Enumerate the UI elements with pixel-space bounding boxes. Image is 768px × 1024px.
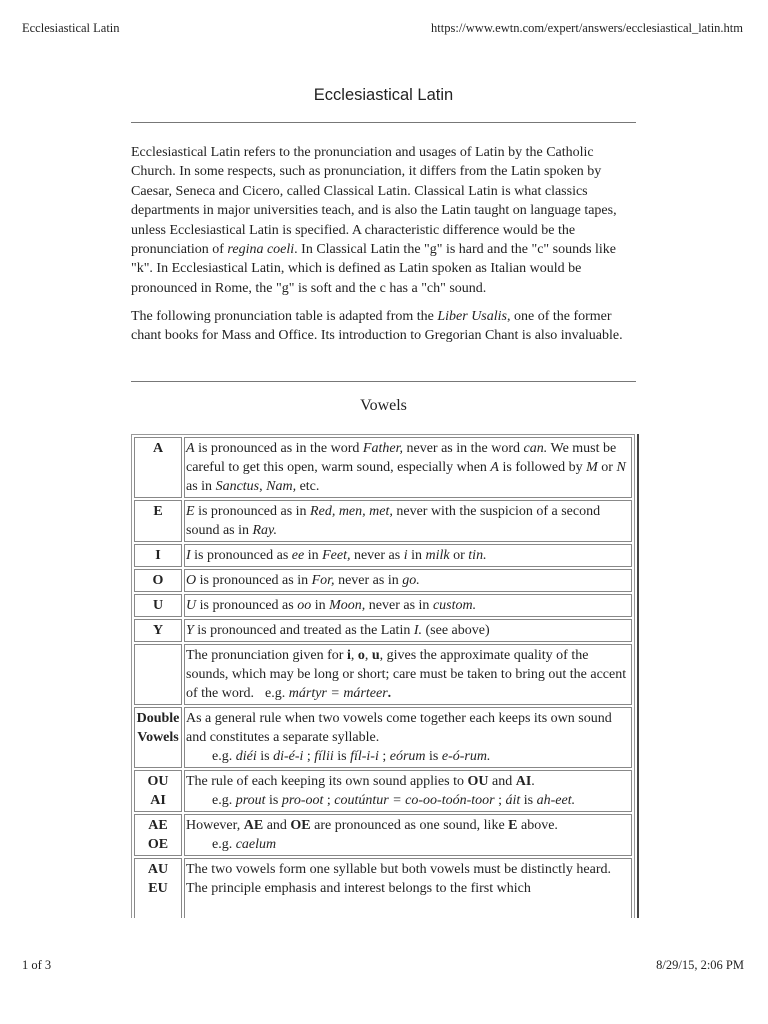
table-row <box>134 594 632 617</box>
vowel-key: AE OE <box>134 814 182 856</box>
print-footer-date: 8/29/15, 2:06 PM <box>656 958 744 972</box>
print-header-title: Ecclesiastical Latin <box>22 21 120 35</box>
vowel-key: I <box>134 544 182 567</box>
source-paragraph: The following pronunciation table is adapted from the Liber Usalis, one of the former chant books for Mass and Office. Its introduction to Gregorian Chant is also invaluable. <box>131 309 623 344</box>
divider <box>131 122 636 123</box>
vowel-description: I is pronounced as ee in Feet, never as i in milk or tin. <box>184 544 632 567</box>
vowels-table <box>131 434 635 918</box>
vowel-key: Double Vowels <box>134 707 182 768</box>
vowel-key <box>134 644 182 705</box>
print-header-url: https://www.ewtn.com/expert/answers/ecclesiastical_latin.htm <box>431 21 743 35</box>
vowel-description: O is pronounced as in For, never as in go. <box>184 569 632 592</box>
divider <box>131 381 636 382</box>
vowel-description: Y is pronounced and treated as the Latin I. (see above) <box>184 619 632 642</box>
section-title-vowels: Vowels <box>360 397 407 414</box>
table-row <box>134 619 632 642</box>
print-footer-page: 1 of 3 <box>22 958 52 972</box>
vowels-table-container <box>131 434 639 918</box>
vowel-description: U is pronounced as oo in Moon, never as in custom. <box>184 594 632 617</box>
vowel-description: The rule of each keeping its own sound applies to OU and AI. e.g. prout is pro-oot ; coutúntur = co-oo-toón-toor ; áit is ah-eet. <box>184 770 632 812</box>
vowel-key: U <box>134 594 182 617</box>
vowel-key: AU EU <box>134 858 182 918</box>
vowel-description: As a general rule when two vowels come together each keeps its own sound and constitutes a separate syllable. e.g. diéi is di-é-i ; fílii is fíl-i-i ; eórum is e-ó-rum. <box>184 707 632 768</box>
table-row <box>134 644 632 705</box>
vowel-key: E <box>134 500 182 542</box>
vowel-description: The two vowels form one syllable but both vowels must be distinctly heard. The principle emphasis and interest belongs to the first which <box>184 858 632 918</box>
table-row <box>134 437 632 498</box>
vowel-key: A <box>134 437 182 498</box>
table-row <box>134 770 632 812</box>
table-row <box>134 500 632 542</box>
vowel-key: Y <box>134 619 182 642</box>
table-row <box>134 814 632 856</box>
table-row <box>134 569 632 592</box>
vowel-description: The pronunciation given for i, o, u, gives the approximate quality of the sounds, which may be long or short; care must be taken to bring out the accent of the word. e.g. mártyr = márteer. <box>184 644 632 705</box>
page-title: Ecclesiastical Latin <box>313 86 454 104</box>
intro-paragraph: Ecclesiastical Latin refers to the pronunciation and usages of Latin by the Catholic Church. In some respects, such as pronunciation, it differs from the Latin spoken by Caesar, Seneca and Cicero, called Classical Latin. Classical Latin is what classics departments in major universities teach, and is also the Latin taught on language tapes, unless Ecclesiastical Latin is specified. A characteristic difference would be the pronunciation of regina coeli. In Classical Latin the "g" is hard and the "c" sounds like "k". In Ecclesiastical Latin, which is defined as Latin spoken as Italian would be pronounced in Rome, the "g" is soft and the c has a "ch" sound. <box>131 145 617 296</box>
vowel-key: O <box>134 569 182 592</box>
table-row <box>134 707 632 768</box>
table-row <box>134 858 632 918</box>
vowel-description: A is pronounced as in the word Father, never as in the word can. We must be careful to get this open, warm sound, especially when A is followed by M or N as in Sanctus, Nam, etc. <box>184 437 632 498</box>
vowel-description: E is pronounced as in Red, men, met, never with the suspicion of a second sound as in Ray. <box>184 500 632 542</box>
table-row <box>134 544 632 567</box>
vowel-description: However, AE and OE are pronounced as one sound, like E above. e.g. caelum <box>184 814 632 856</box>
vowel-key: OU AI <box>134 770 182 812</box>
